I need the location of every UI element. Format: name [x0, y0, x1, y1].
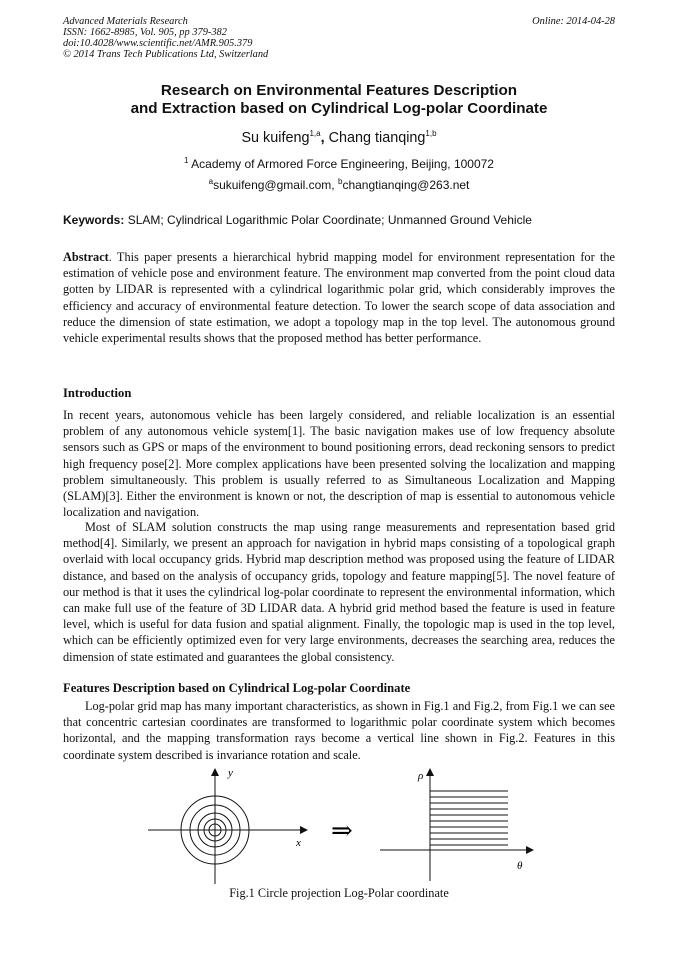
title-line-2: and Extraction based on Cylindrical Log-polar Coordinate	[130, 100, 548, 117]
introduction-paragraph-1: In recent years, autonomous vehicle has been largely considered, and reliable localization is an essential problem of any autonomous vehicle system[1]. The basic navigation makes use of low frequency absolute sensors such as GPS or maps of the environment to bound positioning errors, dead reckoning sensors to predict high frequency pose[2]. More complex applications have been presented solving the localization and mapping problem simultaneously. This problem is usually referred to as Simultaneous Localization and Mapping (SLAM)[3]. Either the environment is known or not, the description of map is essential to autonomous vehicle localization and navigation.	[63, 408, 615, 520]
email-b-mark: b	[337, 177, 343, 186]
keywords-label: Keywords:	[63, 213, 125, 227]
paper-title	[0, 82, 678, 118]
email-a-mark: a	[208, 177, 214, 186]
right-y-label: ρ	[418, 770, 424, 782]
cartesian-circles-plot	[148, 767, 307, 884]
abstract-text: . This paper presents a hierarchical hybrid mapping model for environment representation for the estimation of vehicle pose and environment feature. The environment map converted from the point cloud data gotten by LIDAR is represented with a cylindrical logarithmic polar grid, which considerably improves the efficiency and accuracy of environmental feature detection. To lower the search scope of data association and reduce the dimension of state estimation, we adopt a topology map in the top level. The autonomous ground vehicle experimental results shows that the proposed method has better performance.	[63, 250, 615, 346]
doi-line: doi:10.4028/www.scientific.net/AMR.905.379	[63, 38, 253, 49]
author-2-affiliation-mark: 1,b	[425, 129, 437, 139]
email-b: changtianqing@263.net	[342, 178, 470, 192]
keywords	[63, 213, 615, 227]
figure-1	[0, 766, 678, 886]
journal-name: Advanced Materials Research	[63, 16, 188, 27]
transform-arrow: ⇒	[331, 816, 353, 845]
email-line	[0, 178, 678, 192]
abstract	[63, 249, 615, 346]
copyright-line: © 2014 Trans Tech Publications Ltd, Switzerland	[63, 49, 269, 60]
features-heading: Features Description based on Cylindrical Log-polar Coordinate	[63, 681, 411, 695]
log-polar-lines	[430, 791, 508, 845]
author-1-affiliation-mark: 1,a	[309, 129, 321, 139]
journal-header	[63, 16, 268, 60]
affiliation-mark: 1	[184, 156, 189, 165]
author-separator: ,	[320, 130, 325, 146]
title-line-1: Research on Environmental Features Description	[160, 82, 518, 99]
left-y-label: y	[228, 767, 233, 779]
email-a: sukuifeng@gmail.com,	[213, 178, 335, 192]
affiliation	[0, 157, 678, 171]
introduction-paragraph-2: Most of SLAM solution constructs the map using range measurements and representation based grid method[4]. Similarly, we present an approach for navigation in hybrid maps consisting of a topological graph overlaid with local occupancy grids. Hybrid map description method was proposed using the feature of LIDAR distance, and based on the analysis of occupancy grids, topology and feature mapping[5]. The novel feature of our method is that it uses the cylindrical log-polar coordinate to represent the environmental information, which can make full use of the feature of 3D LIDAR data. A hybrid grid method based the feature is used in feature level, which is useful for data fusion and spatial alignment. Finally, the topologic map is used in the top level, which can be efficiently optimized even for very large environments, decreases the searching area, reduces the dimension of state estimated and guarantees the global consistency.	[63, 520, 615, 664]
affiliation-text: Academy of Armored Force Engineering, Beijing, 100072	[191, 157, 494, 171]
figure-1-caption: Fig.1 Circle projection Log-Polar coordinate	[229, 886, 449, 900]
author-list	[0, 130, 678, 146]
features-paragraph-1: Log-polar grid map has many important characteristics, as shown in Fig.1 and Fig.2, from Fig.1 we can see that concentric cartesian coordinates are transformed to logarithmic polar coordinate system which becomes horizontal, and the mapping transformation rays become a vertical line shown in Fig.2. Features in this coordinate system described is invariance rotation and scale.	[63, 699, 615, 762]
introduction-heading: Introduction	[63, 386, 132, 400]
author-2: Chang tianqing	[328, 130, 426, 146]
left-x-label: x	[296, 837, 301, 849]
abstract-label: Abstract	[63, 250, 109, 264]
author-1: Su kuifeng	[241, 130, 310, 146]
online-date: Online: 2014-04-28	[532, 16, 615, 27]
issn-line: ISSN: 1662-8985, Vol. 905, pp 379-382	[63, 27, 227, 38]
right-x-label: θ	[517, 860, 523, 872]
keywords-text: SLAM; Cylindrical Logarithmic Polar Coordinate; Unmanned Ground Vehicle	[127, 213, 532, 227]
log-polar-plot	[380, 769, 533, 881]
